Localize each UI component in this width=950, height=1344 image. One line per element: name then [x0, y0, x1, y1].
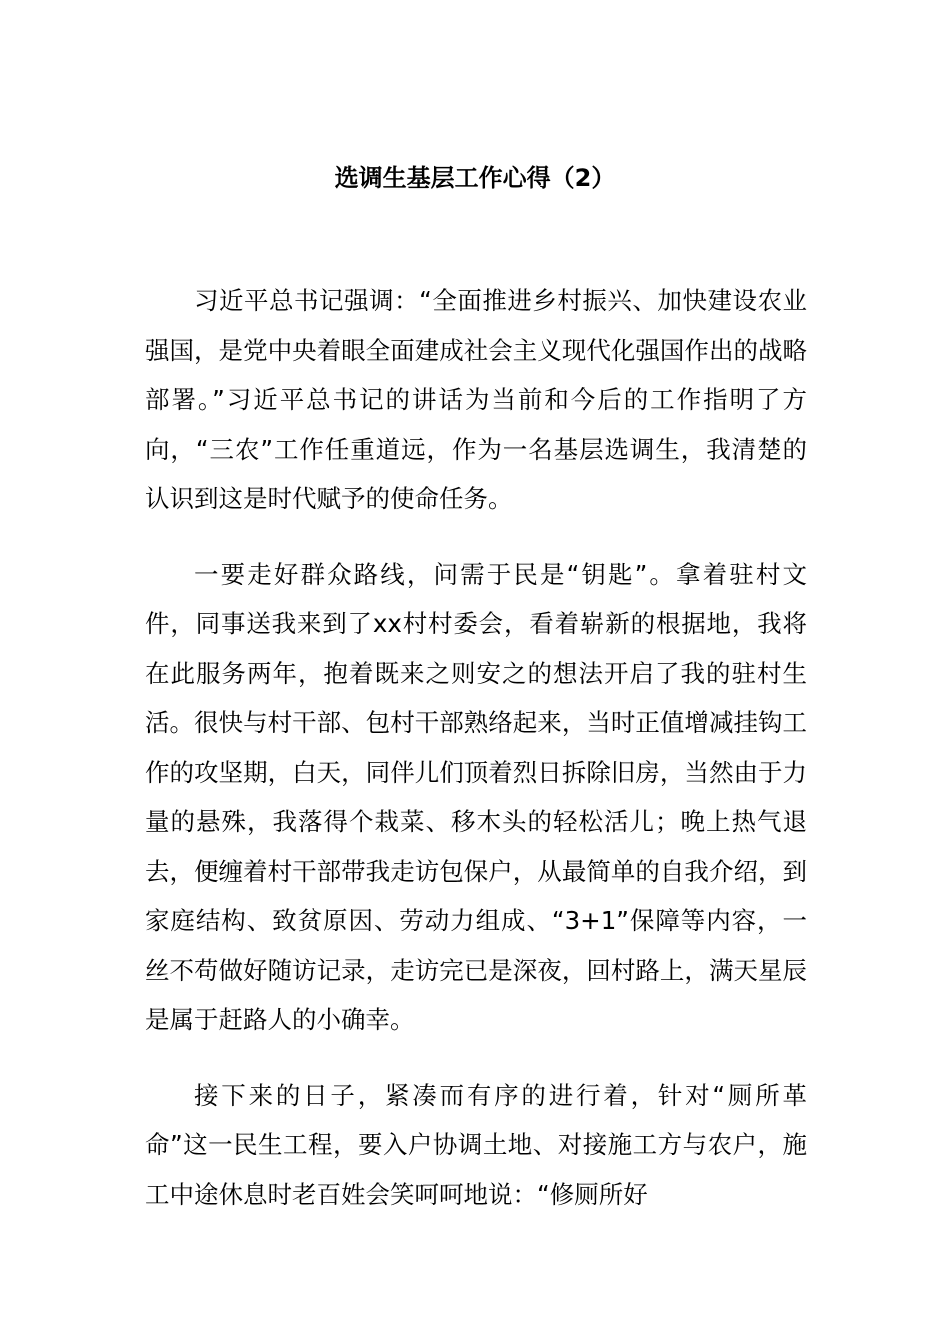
document-body [145, 276, 807, 1245]
document-title: 选调生基层工作心得（2） [334, 164, 616, 192]
paragraph-3: 接下来的日子，紧凑而有序的进行着，针对“厕所革命”这一民生工程，要入户协调土地、对接施工方与农户，施工中途休息时老百姓会笑呵呵地说：“修厕所好 [145, 1080, 807, 1209]
paragraph-1: 习近平总书记强调：“全面推进乡村振兴、加快建设农业强国，是党中央着眼全面建成社会主义现代化强国作出的战略部署。”习近平总书记的讲话为当前和今后的工作指明了方向，“三农”工作任重道远，作为一名基层选调生，我清楚的认识到这是时代赋予的使命任务。 [145, 286, 807, 513]
paragraph-2: 一要走好群众路线，问需于民是“钥匙”。拿着驻村文件，同事送我来到了xx村村委会，看着崭新的根据地，我将在此服务两年，抱着既来之则安之的想法开启了我的驻村生活。很快与村干部、包村干部熟络起来，当时正值增减挂钩工作的攻坚期，白天，同伴儿们顶着烈日拆除旧房，当然由于力量的悬殊，我落得个栽菜、移木头的轻松活儿；晚上热气退去，便缠着村干部带我走访包保户，从最简单的自我介绍，到家庭结构、致贫原因、劳动力组成、“3+1”保障等内容，一丝不苟做好随访记录，走访完已是深夜，回村路上，满天星辰是属于赶路人的小确幸。 [145, 559, 807, 1034]
